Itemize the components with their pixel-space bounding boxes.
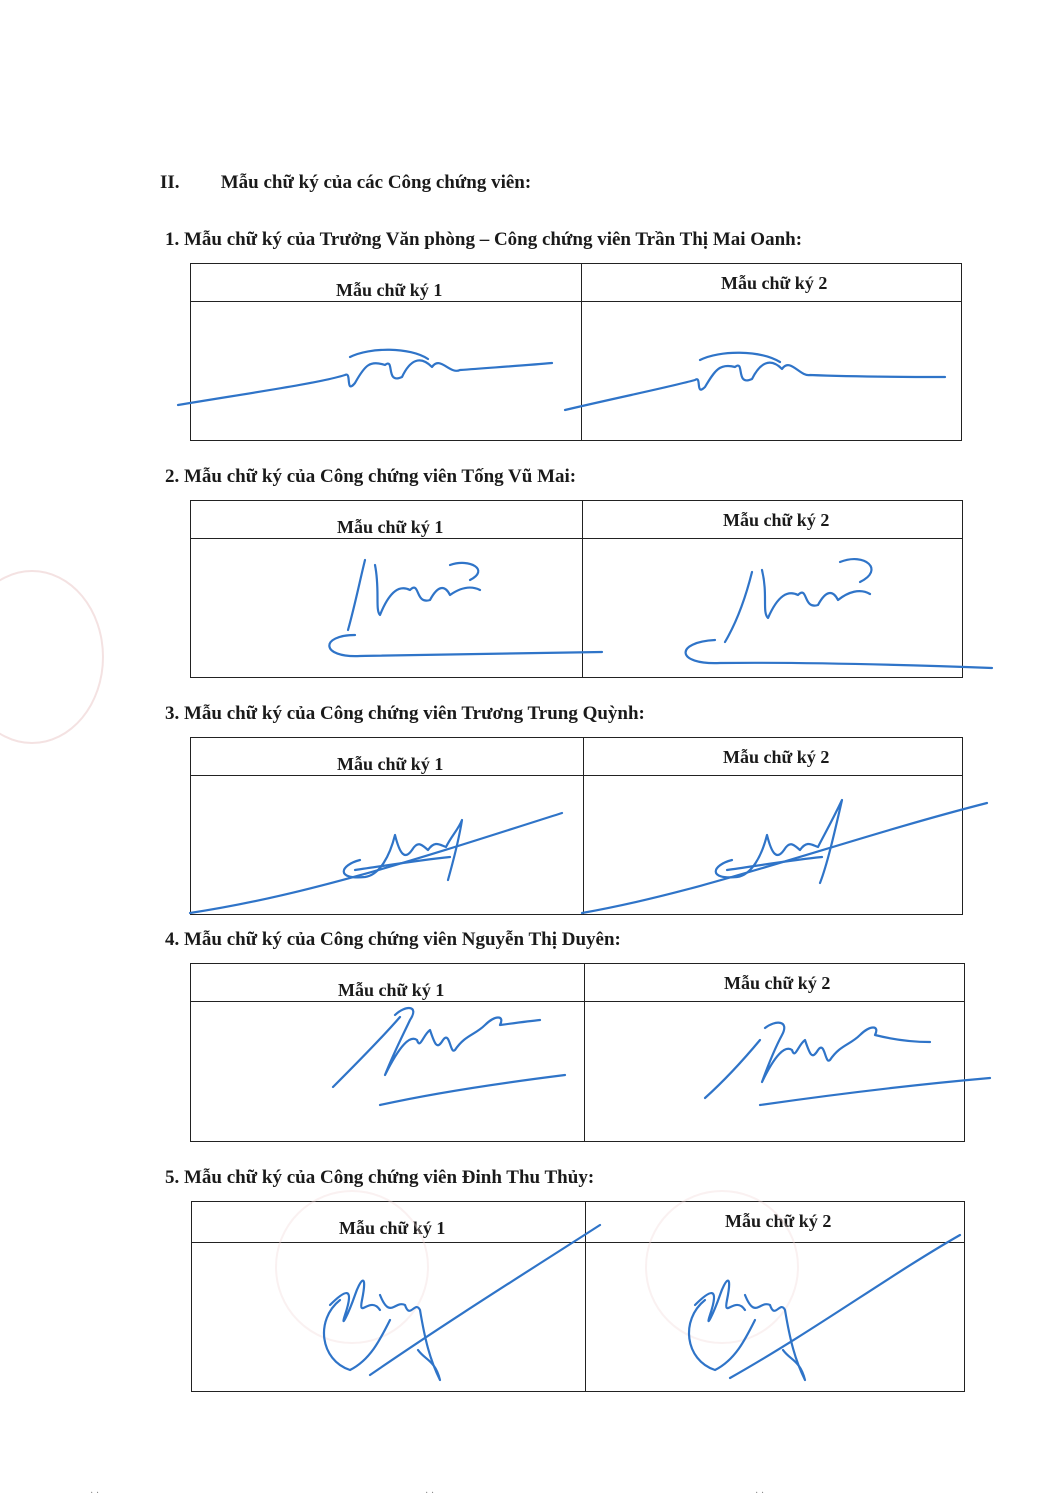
signature-image-4b [700, 1010, 995, 1110]
table-header-divider [191, 301, 961, 302]
column-label-sample-1: Mẫu chữ ký 1 [337, 517, 444, 537]
signature-image-2a [320, 550, 610, 660]
scan-artifact: · · [90, 1488, 100, 1499]
signature-image-3a [190, 795, 570, 915]
column-label-sample-2: Mẫu chữ ký 2 [725, 1211, 832, 1231]
column-label-sample-1: Mẫu chữ ký 1 [337, 754, 444, 774]
signature-image-2b [670, 550, 1000, 675]
column-label-sample-2: Mẫu chữ ký 2 [724, 973, 831, 993]
column-label-sample-2: Mẫu chữ ký 2 [723, 510, 830, 530]
section-heading [160, 172, 531, 194]
signature-image-5a [310, 1220, 610, 1390]
signature-image-4a [325, 995, 585, 1110]
scan-artifact: · · [755, 1488, 765, 1499]
column-label-sample-1: Mẫu chữ ký 1 [336, 280, 443, 300]
signature-image-3b [582, 795, 992, 915]
item-heading-1: 1. Mẫu chữ ký của Trưởng Văn phòng – Công chứng viên Trần Thị Mai Oanh: [165, 229, 803, 250]
column-label-sample-2: Mẫu chữ ký 2 [723, 747, 830, 767]
scan-artifact: · · [425, 1488, 435, 1499]
item-heading-5: 5. Mẫu chữ ký của Công chứng viên Đinh Thu Thủy: [165, 1167, 595, 1188]
column-label-sample-2: Mẫu chữ ký 2 [721, 273, 828, 293]
column-label-sample-1: Mẫu chữ ký 1 [339, 1218, 446, 1238]
signature-image-5b [675, 1230, 970, 1395]
item-heading-4: 4. Mẫu chữ ký của Công chứng viên Nguyễn Thị Duyên: [165, 929, 621, 950]
signature-image-1b [560, 335, 960, 415]
column-label-sample-1: Mẫu chữ ký 1 [338, 980, 445, 1000]
section-number: II. [160, 172, 180, 193]
section-title: Mẫu chữ ký của các Công chứng viên: [220, 172, 532, 193]
table-header-divider [191, 538, 962, 539]
item-heading-3: 3. Mẫu chữ ký của Công chứng viên Trương Trung Quỳnh: [165, 703, 645, 724]
item-heading-2: 2. Mẫu chữ ký của Công chứng viên Tống Vũ Mai: [165, 466, 577, 487]
faint-stamp-seal [0, 570, 104, 744]
table-header-divider [191, 775, 962, 776]
signature-image-1a [170, 335, 570, 415]
